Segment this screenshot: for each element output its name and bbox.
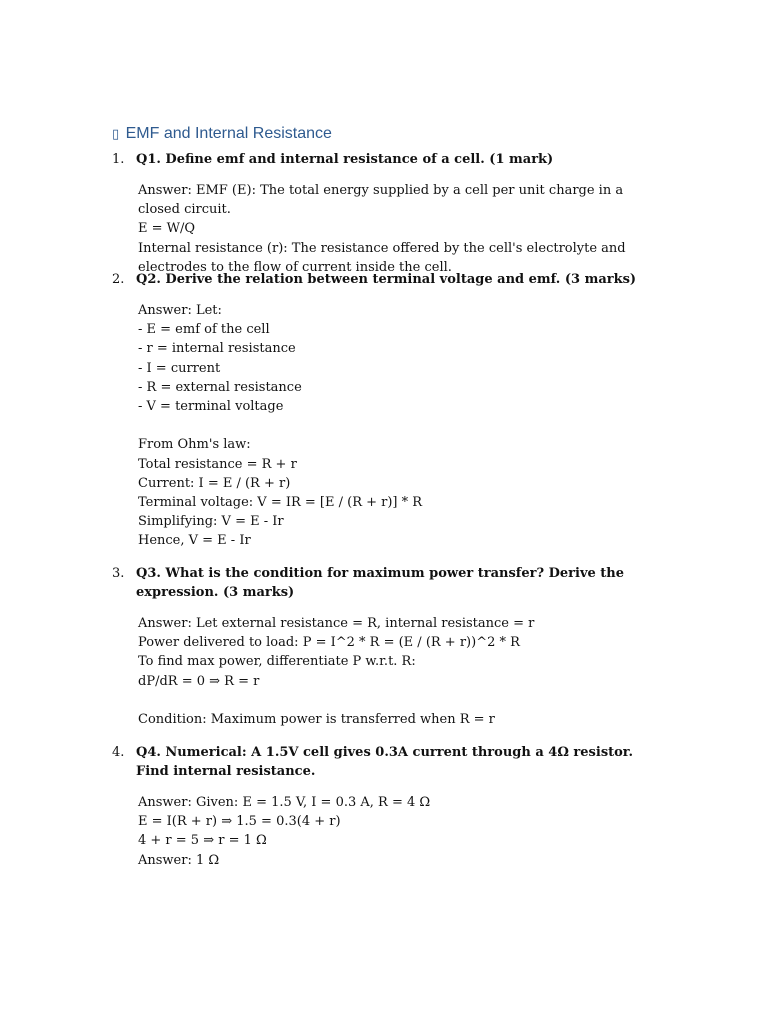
answer-line: Terminal voltage: V = IR = [E / (R + r)] * R — [138, 495, 423, 511]
answer-line: Answer: EMF (E): The total energy supplied by a cell per unit charge in a closed circuit. — [138, 183, 628, 218]
section-title: EMF and Internal Resistance — [125, 125, 332, 142]
answer-line: To find max power, differentiate P w.r.t. R: — [138, 654, 416, 670]
answer-block — [112, 301, 657, 551]
answer-line: Answer: Given: E = 1.5 V, I = 0.3 A, R = 4 Ω — [138, 795, 431, 810]
answer-line: Hence, V = E - Ir — [138, 533, 251, 549]
answer-line: Current: I = E / (R + r) — [138, 475, 291, 491]
answer-block — [112, 614, 657, 729]
answer-spacer — [138, 416, 657, 435]
question-heading — [112, 270, 657, 289]
answer-line: E = W/Q — [138, 221, 196, 237]
answer-line: Condition: Maximum power is transferred when R = r — [138, 712, 495, 727]
answer-block — [112, 793, 657, 870]
question-item — [112, 743, 657, 870]
question-heading — [112, 564, 657, 602]
answer-spacer — [138, 691, 657, 710]
document-icon: ▯ — [112, 127, 120, 142]
question-item — [112, 150, 657, 277]
answer-line: - I = current — [138, 360, 221, 376]
question-heading — [112, 150, 657, 169]
question-title: Q1. Define emf and internal resistance of a cell. (1 mark) — [136, 152, 554, 167]
question-item — [112, 270, 657, 551]
answer-line: - r = internal resistance — [138, 341, 296, 357]
question-title: Q3. What is the condition for maximum power transfer? Derive the expression. (3 marks) — [136, 566, 625, 600]
answer-line: Answer: Let: — [138, 303, 222, 318]
answer-line: - V = terminal voltage — [138, 399, 284, 415]
answer-line: Internal resistance (r): The resistance offered by the cell's electrolyte and electrodes to the flow of current inside the cell. — [138, 240, 630, 275]
question-heading — [112, 743, 657, 781]
question-number: 1. — [112, 152, 125, 167]
answer-line: Simplifying: V = E - Ir — [138, 514, 284, 530]
answer-line: Total resistance = R + r — [138, 456, 297, 472]
question-title: Q4. Numerical: A 1.5V cell gives 0.3A current through a 4Ω resistor. Find internal resistance. — [136, 745, 633, 779]
answer-line: Answer: 1 Ω — [138, 852, 220, 868]
question-number: 2. — [112, 272, 125, 287]
answer-line: 4 + r = 5 ⇒ r = 1 Ω — [138, 833, 267, 849]
answer-line: - E = emf of the cell — [138, 322, 270, 338]
question-title: Q2. Derive the relation between terminal voltage and emf. (3 marks) — [136, 272, 637, 287]
answer-line: Answer: Let external resistance = R, internal resistance = r — [138, 616, 535, 631]
question-number: 3. — [112, 566, 125, 581]
answer-line: Power delivered to load: P = I^2 * R = (E / (R + r))^2 * R — [138, 635, 520, 651]
answer-line: From Ohm's law: — [138, 437, 251, 453]
answer-line: - R = external resistance — [138, 379, 302, 395]
section-heading — [112, 125, 332, 143]
answer-block — [112, 181, 657, 277]
answer-line: E = I(R + r) ⇒ 1.5 = 0.3(4 + r) — [138, 814, 341, 830]
answer-line: dP/dR = 0 ⇒ R = r — [138, 673, 260, 689]
question-number: 4. — [112, 745, 125, 760]
question-item — [112, 564, 657, 729]
